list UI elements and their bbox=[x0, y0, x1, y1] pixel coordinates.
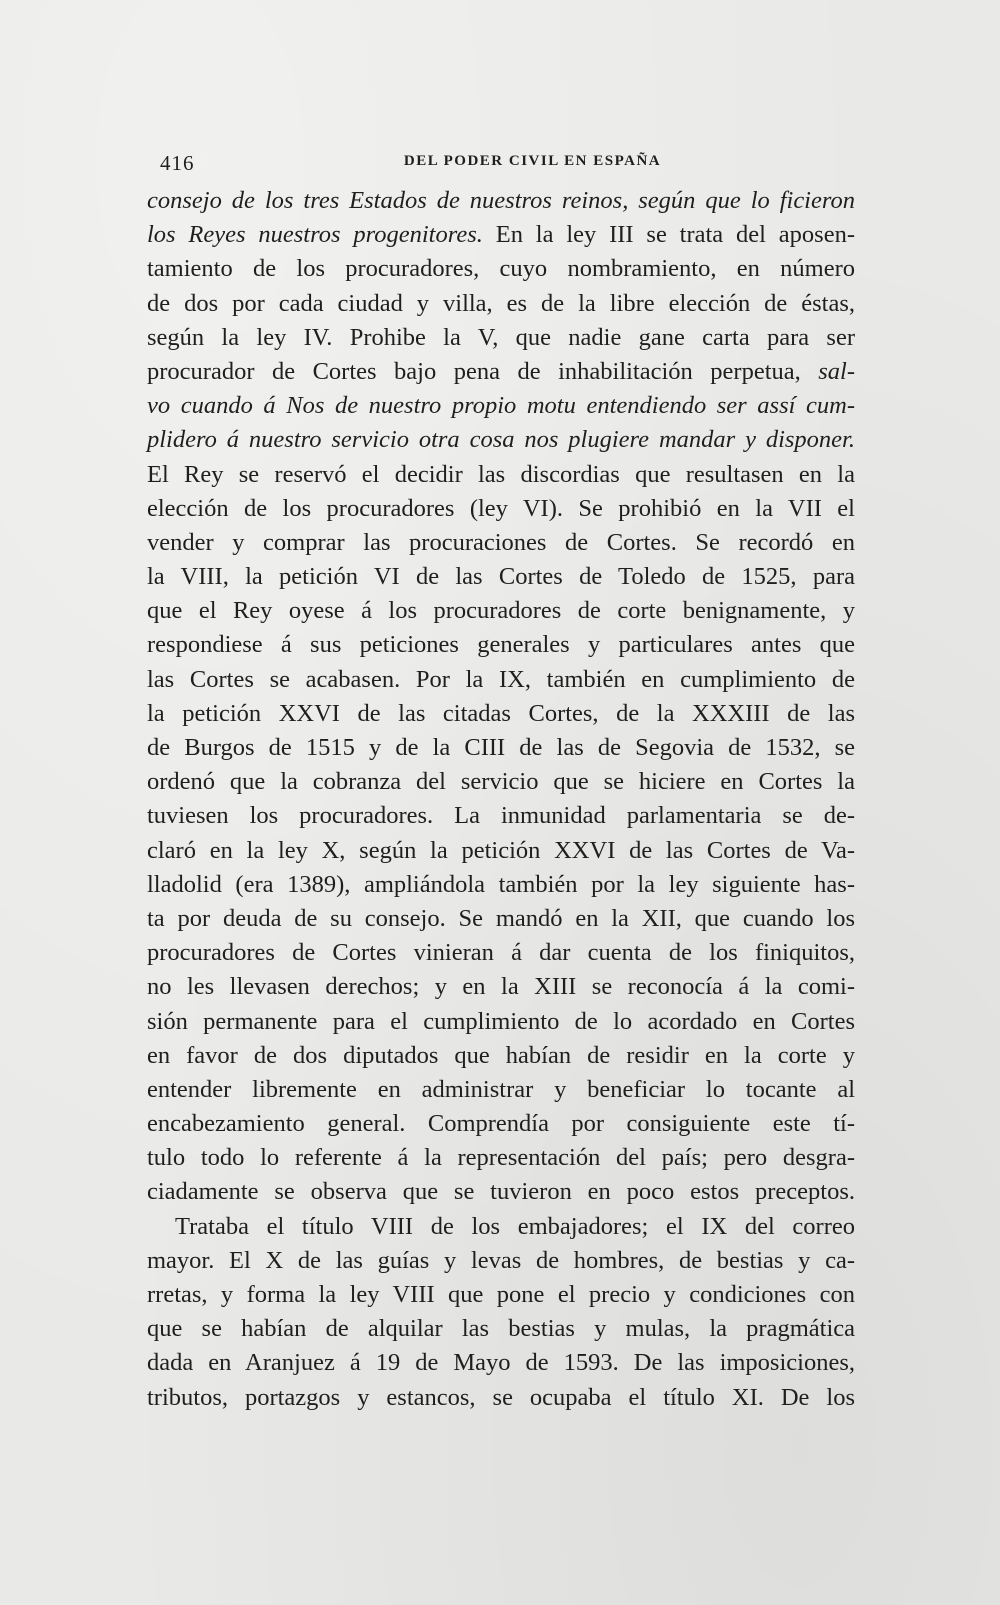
text-line: las Cortes se acabasen. Por la IX, también en cumplimiento de bbox=[147, 665, 855, 693]
text-line: de dos por cada ciudad y villa, es de la libre elección de éstas, bbox=[147, 289, 855, 317]
text-line: claró en la ley X, según la petición XXVI de las Cortes de Va- bbox=[147, 836, 855, 864]
text-line bbox=[147, 218, 855, 252]
text-segment: En la ley III se trata del aposen- bbox=[495, 221, 855, 249]
text-line: ciadamente se observa que se tuvieron en poco estos preceptos. bbox=[147, 1178, 855, 1206]
body-text bbox=[147, 184, 855, 1415]
text-line: según la ley IV. Prohibe la V, que nadie gane carta para ser bbox=[147, 323, 855, 351]
text-line: tamiento de los procuradores, cuyo nombramiento, en número bbox=[147, 255, 855, 283]
text-segment: procurador de Cortes bajo pena de inhabilitación perpetua, bbox=[147, 357, 801, 385]
text-line: ordenó que la cobranza del servicio que se hiciere en Cortes la bbox=[147, 768, 855, 796]
text-line: tuviesen los procuradores. La inmunidad parlamentaria se de- bbox=[147, 802, 855, 830]
text-line: vender y comprar las procuraciones de Cortes. Se recordó en bbox=[147, 528, 855, 556]
text-line bbox=[147, 355, 855, 389]
text-line: tributos, portazgos y estancos, se ocupaba el título XI. De los bbox=[147, 1383, 855, 1411]
text-line: dada en Aranjuez á 19 de Mayo de 1593. De las imposiciones, bbox=[147, 1349, 855, 1377]
text-line: la petición XXVI de las citadas Cortes, de la XXXIII de las bbox=[147, 699, 855, 727]
text-line: la VIII, la petición VI de las Cortes de Toledo de 1525, para bbox=[147, 563, 855, 591]
text-line: procuradores de Cortes vinieran á dar cuenta de los finiquitos, bbox=[147, 939, 855, 967]
text-line: entender libremente en administrar y beneficiar lo tocante al bbox=[147, 1075, 855, 1103]
text-line: El Rey se reservó el decidir las discordias que resultasen en la bbox=[147, 460, 855, 488]
text-line: plidero á nuestro servicio otra cosa nos plugiere mandar y disponer. bbox=[147, 426, 855, 454]
text-line: no les llevasen derechos; y en la XIII se reconocía á la comi- bbox=[147, 973, 855, 1001]
text-line: encabezamiento general. Comprendía por consiguiente este tí- bbox=[147, 1110, 855, 1138]
text-line: ta por deuda de su consejo. Se mandó en la XII, que cuando los bbox=[147, 904, 855, 932]
italic-quote: los Reyes nuestros progenitores. bbox=[147, 221, 483, 249]
text-line: en favor de dos diputados que habían de residir en la corte y bbox=[147, 1041, 855, 1069]
text-line: que el Rey oyese á los procuradores de corte benignamente, y bbox=[147, 597, 855, 625]
italic-quote: sal- bbox=[818, 357, 856, 385]
text-line: elección de los procuradores (ley VI). Se prohibió en la VII el bbox=[147, 494, 855, 522]
text-line: rretas, y forma la ley VIII que pone el precio y condiciones con bbox=[147, 1281, 855, 1308]
text-line: lladolid (era 1389), ampliándola también por la ley siguiente has- bbox=[147, 870, 855, 898]
text-line: que se habían de alquilar las bestias y mulas, la pragmática bbox=[147, 1315, 855, 1343]
text-line: de Burgos de 1515 y de la CIII de las de Segovia de 1532, se bbox=[147, 734, 855, 761]
text-line: Trataba el título VIII de los embajadores; el IX del correo bbox=[175, 1212, 855, 1240]
page-number: 416 bbox=[160, 151, 195, 175]
text-line: vo cuando á Nos de nuestro propio motu entendiendo ser assí cum- bbox=[147, 392, 855, 420]
text-line: tulo todo lo referente á la representación del país; pero desgra- bbox=[147, 1144, 855, 1172]
text-line: sión permanente para el cumplimiento de lo acordado en Cortes bbox=[147, 1007, 855, 1035]
text-line: mayor. El X de las guías y levas de hombres, de bestias y ca- bbox=[147, 1246, 855, 1274]
running-title: DEL PODER CIVIL EN ESPAÑA bbox=[403, 153, 662, 169]
text-line: consejo de los tres Estados de nuestros reinos, según que lo ficieron bbox=[147, 187, 855, 214]
running-head bbox=[150, 151, 855, 181]
text-line: respondiese á sus peticiones generales y particulares antes que bbox=[147, 631, 855, 659]
